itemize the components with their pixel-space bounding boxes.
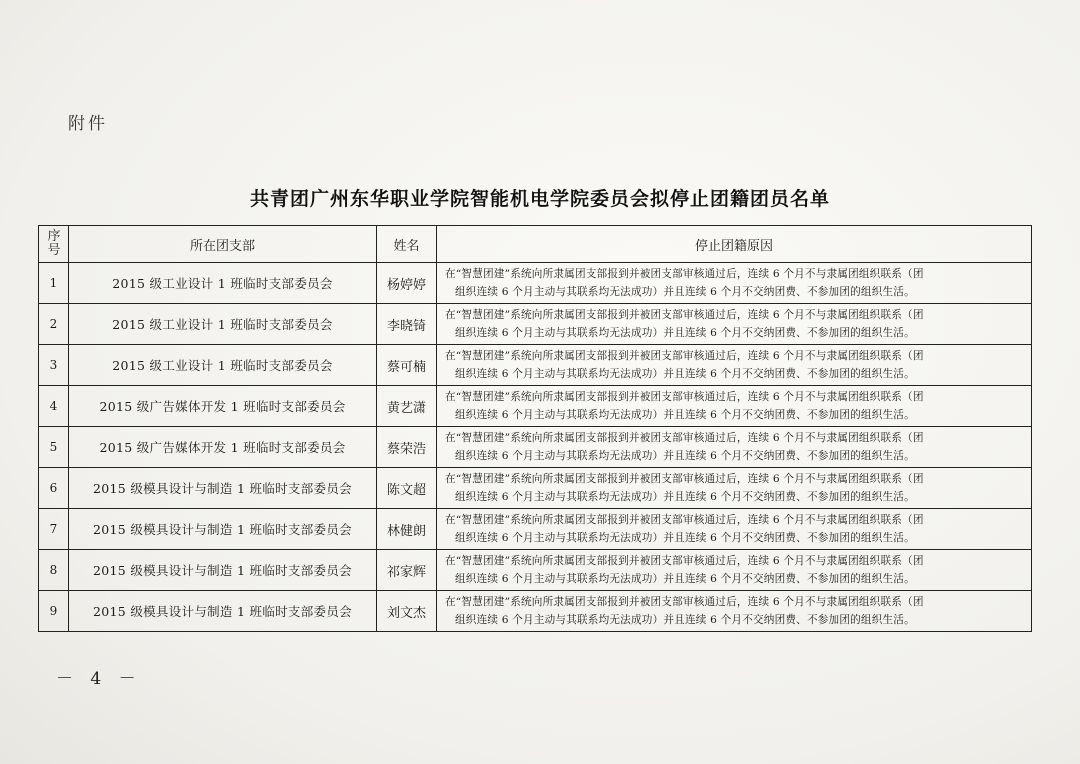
table-row bbox=[39, 427, 1032, 468]
row-branch: 2015 级模具设计与制造 1 班临时支部委员会 bbox=[69, 591, 377, 632]
reason-line-2: 组织连续 6 个月主动与其联系均无法成功）并且连续 6 个月不交纳团费、不参加团的组织生活。 bbox=[455, 532, 915, 544]
reason-line-1: 在“智慧团建”系统向所隶属团支部报到并被团支部审核通过后，连续 6 个月不与隶属团组织联系（团 bbox=[445, 432, 924, 444]
reason-line-2: 组织连续 6 个月主动与其联系均无法成功）并且连续 6 个月不交纳团费、不参加团的组织生活。 bbox=[455, 614, 915, 626]
row-name: 黄艺潇 bbox=[377, 386, 437, 427]
row-branch: 2015 级工业设计 1 班临时支部委员会 bbox=[69, 304, 377, 345]
row-reason bbox=[437, 591, 1032, 632]
document-title: 共青团广州东华职业学院智能机电学院委员会拟停止团籍团员名单 bbox=[249, 188, 830, 210]
row-no: 7 bbox=[39, 509, 69, 550]
row-branch: 2015 级模具设计与制造 1 班临时支部委员会 bbox=[69, 509, 377, 550]
row-reason bbox=[437, 509, 1032, 550]
reason-line-1: 在“智慧团建”系统向所隶属团支部报到并被团支部审核通过后，连续 6 个月不与隶属团组织联系（团 bbox=[445, 514, 924, 526]
row-branch: 2015 级工业设计 1 班临时支部委员会 bbox=[69, 263, 377, 304]
row-reason bbox=[437, 263, 1032, 304]
row-branch: 2015 级模具设计与制造 1 班临时支部委员会 bbox=[69, 550, 377, 591]
reason-line-1: 在“智慧团建”系统向所隶属团支部报到并被团支部审核通过后，连续 6 个月不与隶属团组织联系（团 bbox=[445, 473, 924, 485]
member-table bbox=[38, 225, 1032, 632]
reason-line-1: 在“智慧团建”系统向所隶属团支部报到并被团支部审核通过后，连续 6 个月不与隶属团组织联系（团 bbox=[445, 391, 924, 403]
row-reason bbox=[437, 386, 1032, 427]
row-no: 3 bbox=[39, 345, 69, 386]
reason-line-2: 组织连续 6 个月主动与其联系均无法成功）并且连续 6 个月不交纳团费、不参加团的组织生活。 bbox=[455, 368, 915, 380]
row-name: 李晓锜 bbox=[377, 304, 437, 345]
header-name: 姓名 bbox=[377, 226, 437, 263]
reason-line-1: 在“智慧团建”系统向所隶属团支部报到并被团支部审核通过后，连续 6 个月不与隶属团组织联系（团 bbox=[445, 596, 924, 608]
reason-line-2: 组织连续 6 个月主动与其联系均无法成功）并且连续 6 个月不交纳团费、不参加团的组织生活。 bbox=[455, 327, 915, 339]
row-branch: 2015 级模具设计与制造 1 班临时支部委员会 bbox=[69, 468, 377, 509]
row-reason bbox=[437, 345, 1032, 386]
reason-line-2: 组织连续 6 个月主动与其联系均无法成功）并且连续 6 个月不交纳团费、不参加团的组织生活。 bbox=[455, 450, 915, 462]
reason-line-2: 组织连续 6 个月主动与其联系均无法成功）并且连续 6 个月不交纳团费、不参加团的组织生活。 bbox=[455, 491, 915, 503]
reason-line-1: 在“智慧团建”系统向所隶属团支部报到并被团支部审核通过后，连续 6 个月不与隶属团组织联系（团 bbox=[445, 268, 924, 280]
table-row bbox=[39, 509, 1032, 550]
row-branch: 2015 级广告媒体开发 1 班临时支部委员会 bbox=[69, 386, 377, 427]
table-row bbox=[39, 263, 1032, 304]
table-row bbox=[39, 550, 1032, 591]
row-no: 9 bbox=[39, 591, 69, 632]
header-no-label: 序号 bbox=[47, 229, 61, 258]
table-row bbox=[39, 591, 1032, 632]
table-row bbox=[39, 304, 1032, 345]
row-name: 林健朗 bbox=[377, 509, 437, 550]
reason-line-1: 在“智慧团建”系统向所隶属团支部报到并被团支部审核通过后，连续 6 个月不与隶属团组织联系（团 bbox=[445, 350, 924, 362]
row-branch: 2015 级工业设计 1 班临时支部委员会 bbox=[69, 345, 377, 386]
attachment-label: 附件 bbox=[68, 114, 108, 134]
row-no: 1 bbox=[39, 263, 69, 304]
page-number: － 4 － bbox=[56, 669, 142, 689]
row-reason bbox=[437, 468, 1032, 509]
reason-line-2: 组织连续 6 个月主动与其联系均无法成功）并且连续 6 个月不交纳团费、不参加团的组织生活。 bbox=[455, 573, 915, 585]
row-no: 8 bbox=[39, 550, 69, 591]
row-name: 祁家辉 bbox=[377, 550, 437, 591]
row-branch: 2015 级广告媒体开发 1 班临时支部委员会 bbox=[69, 427, 377, 468]
table-row bbox=[39, 468, 1032, 509]
header-branch: 所在团支部 bbox=[69, 226, 377, 263]
reason-line-1: 在“智慧团建”系统向所隶属团支部报到并被团支部审核通过后，连续 6 个月不与隶属团组织联系（团 bbox=[445, 555, 924, 567]
row-reason bbox=[437, 427, 1032, 468]
row-name: 蔡荣浩 bbox=[377, 427, 437, 468]
row-reason bbox=[437, 304, 1032, 345]
reason-line-2: 组织连续 6 个月主动与其联系均无法成功）并且连续 6 个月不交纳团费、不参加团的组织生活。 bbox=[455, 286, 915, 298]
row-name: 杨婷婷 bbox=[377, 263, 437, 304]
row-name: 陈文超 bbox=[377, 468, 437, 509]
header-reason: 停止团籍原因 bbox=[437, 226, 1032, 263]
reason-line-1: 在“智慧团建”系统向所隶属团支部报到并被团支部审核通过后，连续 6 个月不与隶属团组织联系（团 bbox=[445, 309, 924, 321]
table-row bbox=[39, 386, 1032, 427]
reason-line-2: 组织连续 6 个月主动与其联系均无法成功）并且连续 6 个月不交纳团费、不参加团的组织生活。 bbox=[455, 409, 915, 421]
row-no: 2 bbox=[39, 304, 69, 345]
row-no: 5 bbox=[39, 427, 69, 468]
row-name: 刘文杰 bbox=[377, 591, 437, 632]
header-no bbox=[39, 226, 69, 263]
row-reason bbox=[437, 550, 1032, 591]
row-no: 6 bbox=[39, 468, 69, 509]
table-row bbox=[39, 345, 1032, 386]
row-name: 蔡可楠 bbox=[377, 345, 437, 386]
table-header-row bbox=[39, 226, 1032, 263]
row-no: 4 bbox=[39, 386, 69, 427]
